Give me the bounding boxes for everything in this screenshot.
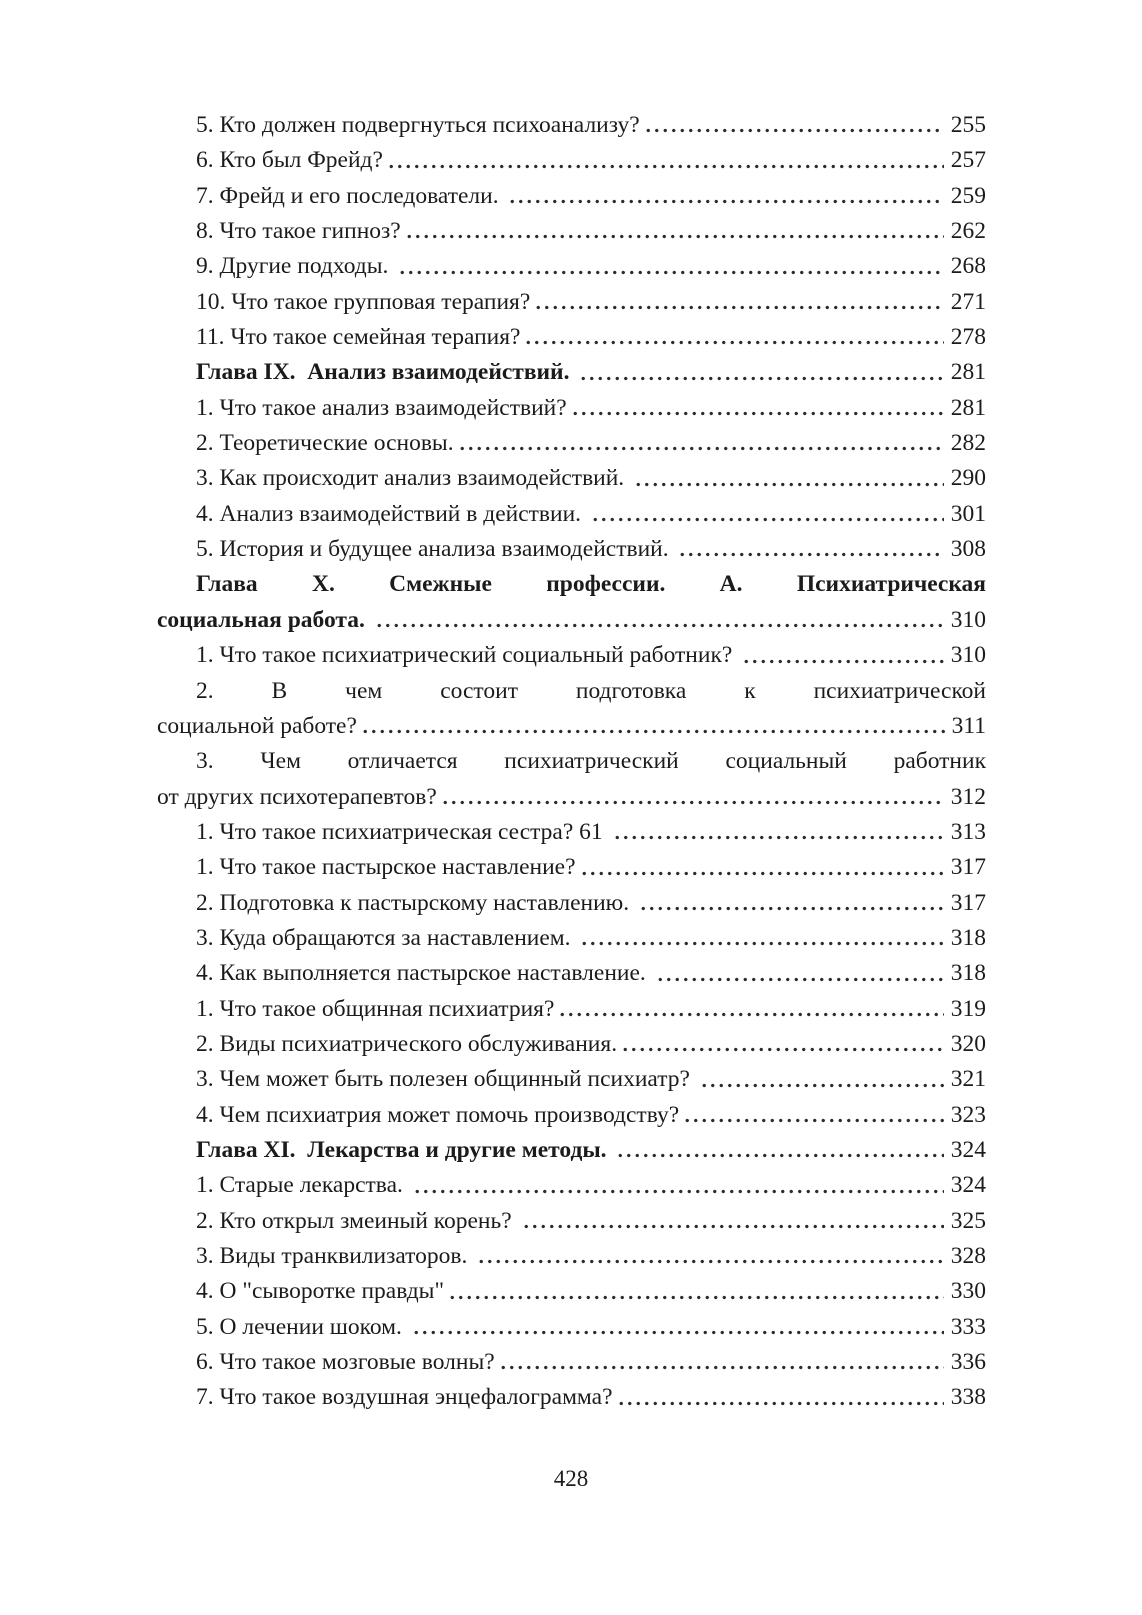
toc-entry	[157, 1380, 986, 1415]
toc-entry-title: Глава IX. Анализ взаимодействий.	[196, 359, 576, 386]
toc-entry-line	[157, 497, 986, 532]
dot-leader	[534, 305, 943, 310]
toc-entry-line	[157, 179, 986, 214]
toc-entry-wrap-line: 2. В чем состоит подготовка к психиатрической	[196, 677, 986, 704]
toc-entry-line	[157, 1027, 986, 1062]
toc-entry	[157, 1310, 986, 1345]
toc-entry-title: Глава XI. Лекарства и другие методы.	[196, 1136, 613, 1163]
toc-entry	[157, 1239, 986, 1274]
dot-leader	[499, 1365, 944, 1370]
dot-leader	[412, 1330, 944, 1335]
toc-entry-page-number: 255	[950, 112, 986, 138]
toc-entry	[157, 744, 986, 815]
toc-entry-page-number: 319	[950, 995, 986, 1022]
toc-entry-line	[157, 249, 986, 284]
toc-entry-title: 4. Как выполняется пастырское наставление.	[196, 960, 652, 987]
toc-entry-title: 10. Что такое групповая терапия?	[196, 288, 531, 315]
toc-entry-line	[157, 1098, 986, 1133]
toc-entry	[157, 214, 986, 249]
toc-entry-title: 9. Другие подходы.	[196, 253, 395, 280]
toc-entry-line	[157, 1380, 986, 1415]
dot-leader	[441, 800, 944, 805]
toc-entry	[157, 674, 986, 745]
toc-entry-title: 11. Что такое семейная терапия?	[196, 324, 521, 351]
dot-leader	[458, 446, 944, 451]
toc-entry-line	[157, 921, 986, 956]
toc-entry-page-number: 328	[950, 1243, 986, 1269]
toc-entry	[157, 426, 986, 461]
toc-entry-title: 4. О "сыворотке правды"	[196, 1278, 445, 1305]
toc-entry	[157, 638, 986, 673]
toc-entry-line	[157, 355, 986, 390]
toc-entry-page-number: 312	[950, 783, 986, 810]
toc-entry-title: 4. Анализ взаимодействий в действии.	[196, 500, 587, 527]
toc-entry-wrap-line: 3. Чем отличается психиатрический социальный работник	[196, 748, 986, 775]
toc-entry-line	[157, 709, 986, 744]
toc-entry	[157, 143, 986, 178]
toc-entry-line	[157, 532, 986, 567]
dot-leader	[656, 977, 944, 982]
toc-entry-line	[157, 780, 986, 815]
toc-entry-title: 7. Что такое воздушная энцефалограмма?	[196, 1384, 613, 1411]
dot-leader	[413, 1189, 944, 1194]
toc-entry	[157, 1168, 986, 1203]
dot-leader	[621, 1047, 944, 1052]
toc-entry-page-number: 290	[950, 465, 986, 492]
dot-leader	[678, 552, 943, 557]
toc-entry-title: социальной работе?	[157, 712, 357, 739]
toc-entry	[157, 886, 986, 921]
toc-entry-line	[157, 886, 986, 921]
dot-leader	[508, 199, 943, 204]
toc-entry	[157, 1062, 986, 1097]
dot-leader	[639, 906, 944, 911]
toc-entry-line	[157, 1133, 986, 1168]
dot-leader	[558, 1012, 943, 1017]
toc-entry-line	[157, 426, 986, 461]
toc-entry	[157, 1204, 986, 1239]
toc-entry-title: 5. О лечении шоком.	[196, 1313, 408, 1340]
toc-entry-page-number: 278	[950, 324, 986, 351]
toc-chapter-entry	[157, 567, 986, 638]
dot-leader	[448, 1295, 944, 1300]
toc-entry-title: 1. Что такое психиатрический социальный работник?	[196, 642, 739, 669]
toc-entry	[157, 461, 986, 496]
toc-entry-page-number: 317	[950, 889, 986, 916]
toc-entry-line	[157, 1274, 986, 1309]
toc-entry-line	[157, 1062, 986, 1097]
toc-entry-line	[157, 214, 986, 249]
toc-entry-page-number: 282	[950, 430, 986, 457]
toc-entry	[157, 391, 986, 426]
toc-entry-page-number: 325	[950, 1207, 986, 1234]
toc-entry-page-number: 310	[950, 606, 986, 633]
dot-leader	[617, 1401, 944, 1406]
toc-entry-wrap-line: Глава X. Смежные профессии. А. Психиатрическая	[196, 571, 986, 598]
dot-leader	[700, 1083, 944, 1088]
toc-entry	[157, 108, 986, 143]
toc-entry-page-number: 281	[950, 394, 986, 421]
dot-leader	[375, 623, 944, 628]
toc-entry-line	[157, 461, 986, 496]
toc-entry	[157, 532, 986, 567]
toc-chapter-entry	[157, 355, 986, 390]
toc-entry-title: 1. Что такое общинная психиатрия?	[196, 995, 555, 1022]
toc-entry-page-number: 313	[950, 818, 986, 845]
toc-entry-title: 1. Что такое анализ взаимодействий?	[196, 394, 567, 421]
toc-entry-title: 1. Что такое психиатрическая сестра? 61	[196, 818, 609, 845]
toc-entry-page-number: 321	[950, 1066, 986, 1093]
dot-leader	[398, 270, 943, 275]
toc-entry-page-number: 259	[950, 182, 986, 209]
toc-entry-title: 2. Виды психиатрического обслуживания.	[196, 1030, 618, 1057]
toc-entry	[157, 921, 986, 956]
toc-entry-page-number: 262	[950, 218, 986, 245]
toc-entry	[157, 285, 986, 320]
toc-entry-line	[157, 1345, 986, 1380]
toc-entry-line	[157, 391, 986, 426]
toc-entry-page-number: 324	[950, 1136, 986, 1163]
toc-entry	[157, 1098, 986, 1133]
toc-entry-line	[157, 815, 986, 850]
dot-leader	[524, 340, 943, 345]
toc-entry	[157, 497, 986, 532]
dot-leader	[522, 1224, 944, 1229]
toc-entry	[157, 179, 986, 214]
toc-entry-page-number: 268	[950, 253, 986, 280]
toc-entry-page-number: 318	[950, 960, 986, 987]
toc-entry-title: 5. Кто должен подвергнуться психоанализу?	[196, 112, 640, 138]
toc-entry-page-number: 311	[951, 712, 986, 739]
toc-entry-line	[157, 143, 986, 178]
toc-entry	[157, 1027, 986, 1062]
toc-entry	[157, 815, 986, 850]
dot-leader	[580, 941, 943, 946]
toc-entry	[157, 956, 986, 991]
toc-entry-page-number: 323	[950, 1101, 986, 1128]
toc-entry-line	[157, 1239, 986, 1274]
toc-entry-line	[157, 992, 986, 1027]
toc-entry-line	[157, 850, 986, 885]
toc-entry-title: 2. Подготовка к пастырскому наставлению.	[196, 889, 635, 916]
toc-entry-page-number: 338	[950, 1384, 986, 1411]
toc-entry-title: 1. Что такое пастырское наставление?	[196, 854, 576, 881]
dot-leader	[613, 835, 944, 840]
table-of-contents	[157, 108, 986, 1416]
toc-entry-title: 6. Кто был Фрейд?	[196, 147, 383, 174]
dot-leader	[361, 729, 945, 734]
toc-entry-title: 3. Как происходит анализ взаимодействий.	[196, 465, 631, 492]
dot-leader	[644, 128, 944, 133]
toc-entry-page-number: 318	[950, 924, 986, 951]
dot-leader	[616, 1153, 943, 1158]
toc-entry-page-number: 333	[950, 1313, 986, 1340]
toc-entry-page-number: 324	[950, 1172, 986, 1199]
toc-entry-page-number: 330	[950, 1278, 986, 1305]
toc-entry-line	[157, 603, 986, 638]
toc-entry-title: от других психотерапевтов?	[157, 783, 437, 810]
toc-chapter-entry	[157, 1133, 986, 1168]
toc-entry-line	[157, 1204, 986, 1239]
toc-entry-title: 3. Куда обращаются за наставлением.	[196, 924, 577, 951]
toc-entry-page-number: 271	[950, 288, 986, 315]
toc-entry	[157, 1274, 986, 1309]
dot-leader	[405, 234, 944, 239]
toc-entry-page-number: 308	[950, 536, 986, 563]
toc-entry-line	[157, 285, 986, 320]
toc-entry-line	[157, 108, 986, 143]
toc-entry-page-number: 310	[950, 642, 986, 669]
toc-entry-page-number: 320	[950, 1030, 986, 1057]
toc-entry	[157, 1345, 986, 1380]
toc-entry	[157, 992, 986, 1027]
page-number: 428	[553, 1466, 589, 1491]
toc-entry-title: 2. Кто открыл змеиный корень?	[196, 1207, 518, 1234]
dot-leader	[591, 517, 944, 522]
page-footer	[0, 1466, 1142, 1492]
dot-leader	[683, 1118, 944, 1123]
dot-leader	[387, 164, 944, 169]
toc-entry-title: 3. Виды транквилизаторов.	[196, 1243, 474, 1269]
toc-entry-title: 5. История и будущее анализа взаимодействий.	[196, 536, 675, 563]
toc-entry-title: 4. Чем психиатрия может помочь производству?	[196, 1101, 680, 1128]
toc-entry-page-number: 336	[950, 1349, 986, 1376]
dot-leader	[634, 482, 944, 487]
toc-entry-line	[157, 1168, 986, 1203]
toc-entry-line	[157, 956, 986, 991]
dot-leader	[477, 1259, 944, 1264]
dot-leader	[571, 411, 944, 416]
dot-leader	[579, 376, 943, 381]
toc-entry-title: 6. Что такое мозговые волны?	[196, 1349, 495, 1376]
dot-leader	[580, 871, 944, 876]
toc-entry-title: 8. Что такое гипноз?	[196, 218, 401, 245]
toc-entry	[157, 249, 986, 284]
dot-leader	[742, 659, 944, 664]
toc-entry-page-number: 301	[950, 500, 986, 527]
toc-entry-page-number: 257	[950, 147, 986, 174]
toc-entry-page-number: 317	[950, 854, 986, 881]
toc-entry-title: 3. Чем может быть полезен общинный психиатр?	[196, 1066, 696, 1093]
toc-entry-title: 7. Фрейд и его последователи.	[196, 182, 505, 209]
toc-entry-page-number: 281	[950, 359, 986, 386]
toc-entry-title: социальная работа.	[157, 606, 371, 633]
toc-entry-title: 2. Теоретические основы.	[196, 430, 454, 457]
toc-entry-line	[157, 320, 986, 355]
toc-entry-line	[157, 638, 986, 673]
toc-entry	[157, 320, 986, 355]
toc-entry-title: 1. Старые лекарства.	[196, 1172, 409, 1199]
toc-entry	[157, 850, 986, 885]
toc-entry-line	[157, 1310, 986, 1345]
